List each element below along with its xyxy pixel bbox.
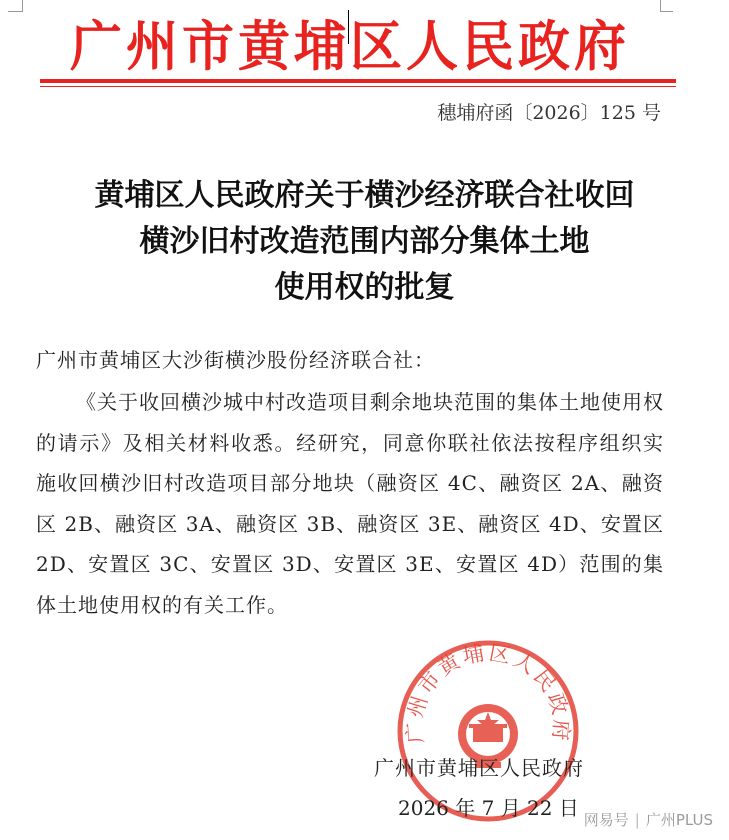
document-title-line-2: 横沙旧村改造范围内部分集体土地 [139, 224, 590, 259]
masthead-red-line-thin [40, 86, 676, 87]
document-number: 穗埔府函〔2026〕125 号 [437, 102, 661, 124]
signature-organization: 广州市黄埔区人民政府 [374, 756, 584, 780]
masthead-title: 广州市黄埔区人民政府 [69, 16, 630, 79]
addressee: 广州市黄埔区大沙街横沙股份经济联合社： [36, 348, 435, 372]
watermark-divider: | [634, 811, 640, 829]
body-paragraph: 《关于收回横沙城中村改造项目剩余地块范围的集体土地使用权的请示》及相关材料收悉。经研究，同意你联社依法按程序组织实施收回横沙旧村改造项目部分地块（融资区 4C、融资区 2A、融资区 2B、融资区 3A、融资区 3B、融资区 3E、融资区 4D、安置区 2D、安置区 3C、安置区 3D、安置区 3E、安置区 4D）范围的集体土地使用权的有关工作。 [36, 390, 664, 617]
watermark-account: 广州PLUS [645, 811, 713, 829]
watermark [584, 809, 713, 830]
document-title-line-3: 使用权的批复 [274, 270, 455, 305]
watermark-source: 网易号 [583, 811, 629, 829]
document-title-line-1: 黄埔区人民政府关于横沙经济联合社收回 [94, 178, 635, 213]
masthead-red-line [40, 79, 676, 83]
signature-date: 2026 年 7 月 22 日 [398, 796, 579, 820]
seal-text: 广州市黄埔区人民政府 [402, 640, 574, 745]
